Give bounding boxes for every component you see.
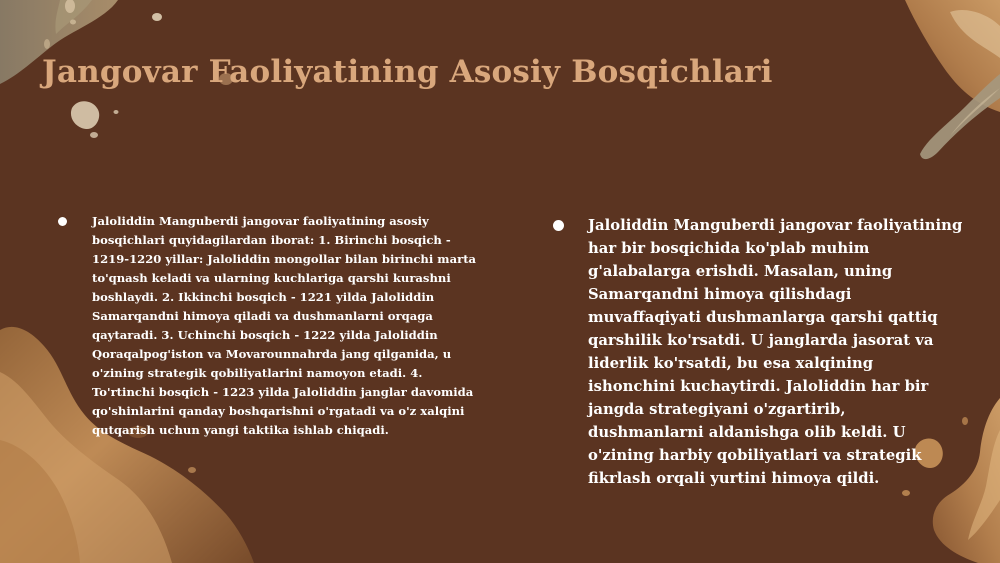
bullet-dot-icon xyxy=(58,217,67,226)
bullet-text-2: Jaloliddin Manguberdi jangovar faoliyatining har bir bosqichida ko'plab muhim g'alabalarga erishdi. Masalan, uning Samarqandni himoya qilishdagi muvaffaqiyati dushmanlarga qarshi qattiq qarshilik ko'rsatdi. U janglarda jasorat va liderlik ko'rsatdi, bu esa xalqining ishonchini kuchaytirdi. Jaloliddin har bir jangda strategiyani o'zgartirib, dushmanlarni aldanishga olib keldi. U o'zining harbiy qobiliyatlari va strategik fikrlash orqali yurtini himoya qildi. xyxy=(588,217,963,487)
bullet-dot-icon xyxy=(553,220,564,231)
bullet-item-2 xyxy=(553,214,963,490)
bullet-text-1: Jaloliddin Manguberdi jangovar faoliyatining asosiy bosqichlari quyidagilardan iborat: 1. Birinchi bosqich - 1219-1220 yillar: Jaloliddin mongollar bilan birinchi marta to'qnash keladi va ularning kuchlariga qarshi kurashni boshlaydi. 2. Ikkinchi bosqich - 1221 yilda Jaloliddin Samarqandni himoya qiladi va dushmanlarni orqaga qaytaradi. 3. Uchinchi bosqich - 1222 yilda Jaloliddin Qoraqalpog'iston va Movarounnahrda jang qilganida, u o'zining strategik qobiliyatlarini namoyon etadi. 4. To'rtinchi bosqich - 1223 yilda Jaloliddin janglar davomida qo'shinlarini qanday boshqarishni o'rgatadi va o'z xalqini qutqarish uchun yangi taktika ishlab chiqadi. xyxy=(92,214,477,437)
page-title: Jangovar Faoliyatining Asosiy Bosqichlari xyxy=(42,54,773,90)
pale-splash xyxy=(71,101,99,129)
bullet-item-1 xyxy=(58,212,478,440)
